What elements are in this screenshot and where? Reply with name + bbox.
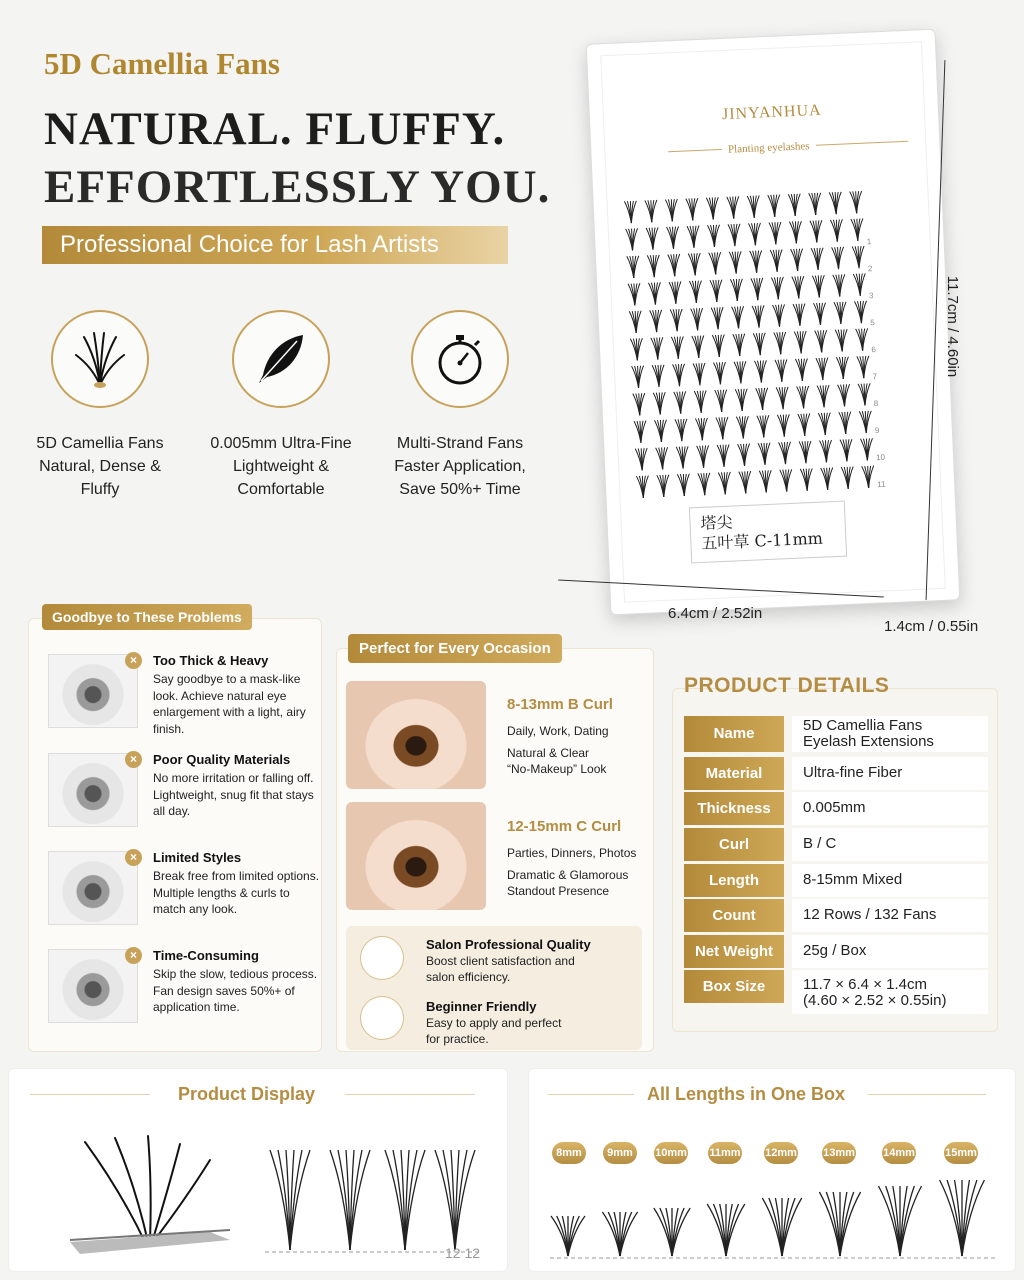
depth-label: 1.4cm / 0.55in	[884, 618, 979, 635]
problems-tag: Goodbye to These Problems	[42, 604, 252, 630]
length-badge: 15mm	[944, 1142, 978, 1164]
row-number: 7	[872, 371, 878, 382]
details-key: Net Weight	[684, 935, 784, 968]
details-value-line: (4.60 × 2.52 × 0.55in)	[803, 992, 947, 1009]
length-badge: 14mm	[882, 1142, 916, 1164]
stopwatch-icon	[411, 310, 509, 408]
salon-tools-icon	[360, 936, 404, 980]
row-number: 1	[866, 237, 872, 247]
problem-title: Poor Quality Materials	[153, 752, 291, 767]
details-value: 25g / Box	[792, 935, 988, 968]
details-key: Box Size	[684, 970, 784, 1003]
problem-item	[48, 654, 318, 744]
problem-item	[48, 753, 318, 843]
details-row	[684, 716, 988, 749]
details-key: Curl	[684, 828, 784, 861]
row-number: 2	[867, 264, 873, 274]
problem-desc: Say goodbye to a mask-like look. Achieve natural eye enlargement with a light, airy finish.	[153, 672, 306, 736]
length-badge: 9mm	[603, 1142, 637, 1164]
box-label	[689, 501, 847, 564]
occasions-tag: Perfect for Every Occasion	[348, 634, 562, 663]
benefit-desc: Easy to apply and perfect	[426, 1016, 562, 1030]
details-row	[684, 935, 988, 968]
problem-title: Limited Styles	[153, 850, 242, 865]
eye-photo	[48, 654, 138, 728]
banner: Professional Choice for Lash Artists	[42, 226, 508, 264]
details-key: Length	[684, 864, 784, 897]
width-label: 6.4cm / 2.52in	[668, 605, 763, 622]
ruler-text: 12 12	[445, 1245, 481, 1261]
problem-title: Too Thick & Heavy	[153, 653, 269, 668]
occasion-line: “No-Makeup” Look	[507, 762, 607, 776]
divider	[868, 1094, 986, 1095]
details-row	[684, 864, 988, 897]
details-value	[792, 970, 988, 1014]
problem-desc: Break free from limited options. Multiple lengths & curls to match any look.	[153, 869, 320, 916]
close-icon: ×	[125, 751, 142, 768]
details-value: 8-15mm Mixed	[792, 864, 988, 897]
details-value: 0.005mm	[792, 792, 988, 825]
details-key: Count	[684, 899, 784, 932]
length-badge: 11mm	[708, 1142, 742, 1164]
feather-icon	[232, 310, 330, 408]
product-display-title: Product Display	[178, 1084, 316, 1104]
eye-photo	[48, 851, 138, 925]
details-value: Ultra-fine Fiber	[792, 757, 988, 790]
headline-line-1: NATURAL. FLUFFY.	[44, 103, 506, 155]
occasion-line: Parties, Dinners, Photos	[507, 846, 637, 860]
occasion-line: Dramatic & Glamorous	[507, 868, 629, 882]
label-line-2: 五叶草	[701, 531, 750, 553]
divider	[345, 1094, 475, 1095]
occasion-line: Standout Presence	[507, 884, 610, 898]
eye-photo	[48, 949, 138, 1023]
feature-line: 5D Camellia Fans	[36, 435, 164, 452]
details-row	[684, 899, 988, 932]
feature-line: Multi-Strand Fans	[396, 435, 524, 452]
details-row	[684, 757, 988, 790]
divider	[548, 1094, 634, 1095]
row-number: 6	[871, 345, 877, 355]
eye-photo-b-curl	[346, 681, 486, 789]
close-icon: ×	[125, 947, 142, 964]
lengths-title: All Lengths in One Box	[647, 1084, 846, 1104]
details-key: Thickness	[684, 792, 784, 825]
problem-item	[48, 851, 318, 941]
subtitle: 5D Camellia Fans	[44, 46, 280, 81]
details-key: Name	[684, 716, 784, 752]
headline-line-2: EFFORTLESSLY YOU.	[44, 161, 551, 213]
details-row	[684, 792, 988, 825]
benefit-desc: salon efficiency.	[426, 970, 511, 984]
feature-line: Save 50%+ Time	[399, 481, 521, 498]
product-display-illustration	[60, 1130, 500, 1264]
feature-ultra-fine	[196, 310, 366, 501]
problem-item	[48, 949, 318, 1039]
feature-camellia	[15, 310, 185, 501]
length-badge: 13mm	[822, 1142, 856, 1164]
lash-strip-grid	[618, 185, 882, 516]
problem-title: Time-Consuming	[153, 948, 259, 963]
details-row	[684, 970, 988, 1009]
height-label: 11.7cm / 4.60in	[944, 275, 962, 378]
eye-photo-c-curl	[346, 802, 486, 910]
problem-desc: No more irritation or falling off. Lightweight, snug fit that stays all day.	[153, 771, 314, 818]
lash-fan-icon	[51, 310, 149, 408]
feature-line: Faster Application,	[394, 458, 526, 475]
row-number: 10	[875, 452, 886, 463]
close-icon: ×	[125, 652, 142, 669]
details-key: Material	[684, 757, 784, 790]
tweezers-icon	[360, 996, 404, 1040]
brand-logo: JINYANHUA	[721, 101, 822, 124]
problem-desc: Skip the slow, tedious process. Fan design saves 50%+ of application time.	[153, 967, 318, 1014]
details-value: 12 Rows / 132 Fans	[792, 899, 988, 932]
details-value: B / C	[792, 828, 988, 861]
feature-line: Comfortable	[237, 481, 325, 498]
occasion-line: Daily, Work, Dating	[507, 724, 609, 738]
length-fans-illustration	[540, 1172, 1010, 1266]
benefit-desc: for practice.	[426, 1032, 489, 1046]
feature-multi-strand	[375, 310, 545, 501]
brand-tagline: Planting eyelashes	[722, 140, 816, 156]
details-value-line: 5D Camellia Fans	[803, 717, 923, 734]
row-number: 5	[870, 318, 875, 328]
close-icon: ×	[125, 849, 142, 866]
feature-line: Natural, Dense &	[39, 458, 161, 475]
details-value-line: Eyelash Extensions	[803, 733, 934, 750]
label-line-1: 塔尖	[700, 512, 733, 533]
occasion-title: 8-13mm B Curl	[507, 696, 613, 713]
row-number: 9	[874, 425, 880, 436]
benefit-title: Salon Professional Quality	[426, 937, 591, 952]
details-title: PRODUCT DETAILS	[684, 674, 890, 697]
length-badge: 12mm	[764, 1142, 798, 1164]
feature-line: Lightweight &	[232, 458, 330, 475]
divider	[30, 1094, 150, 1095]
row-number: 3	[868, 291, 874, 301]
label-curl: C-11mm	[754, 528, 824, 551]
row-number: 11	[877, 479, 886, 490]
details-value-line: 11.7 × 6.4 × 1.4cm	[803, 976, 927, 993]
benefit-title: Beginner Friendly	[426, 999, 537, 1014]
feature-line: 0.005mm Ultra-Fine	[210, 435, 352, 452]
feature-line: Fluffy	[80, 481, 120, 498]
length-badge: 10mm	[654, 1142, 688, 1164]
occasion-title: 12-15mm C Curl	[507, 818, 622, 835]
eye-photo	[48, 753, 138, 827]
details-row	[684, 828, 988, 861]
row-number: 8	[873, 398, 879, 409]
benefit-desc: Boost client satisfaction and	[426, 954, 575, 968]
length-badge: 8mm	[552, 1142, 586, 1164]
occasion-line: Natural & Clear	[507, 746, 590, 760]
details-value	[792, 716, 988, 752]
